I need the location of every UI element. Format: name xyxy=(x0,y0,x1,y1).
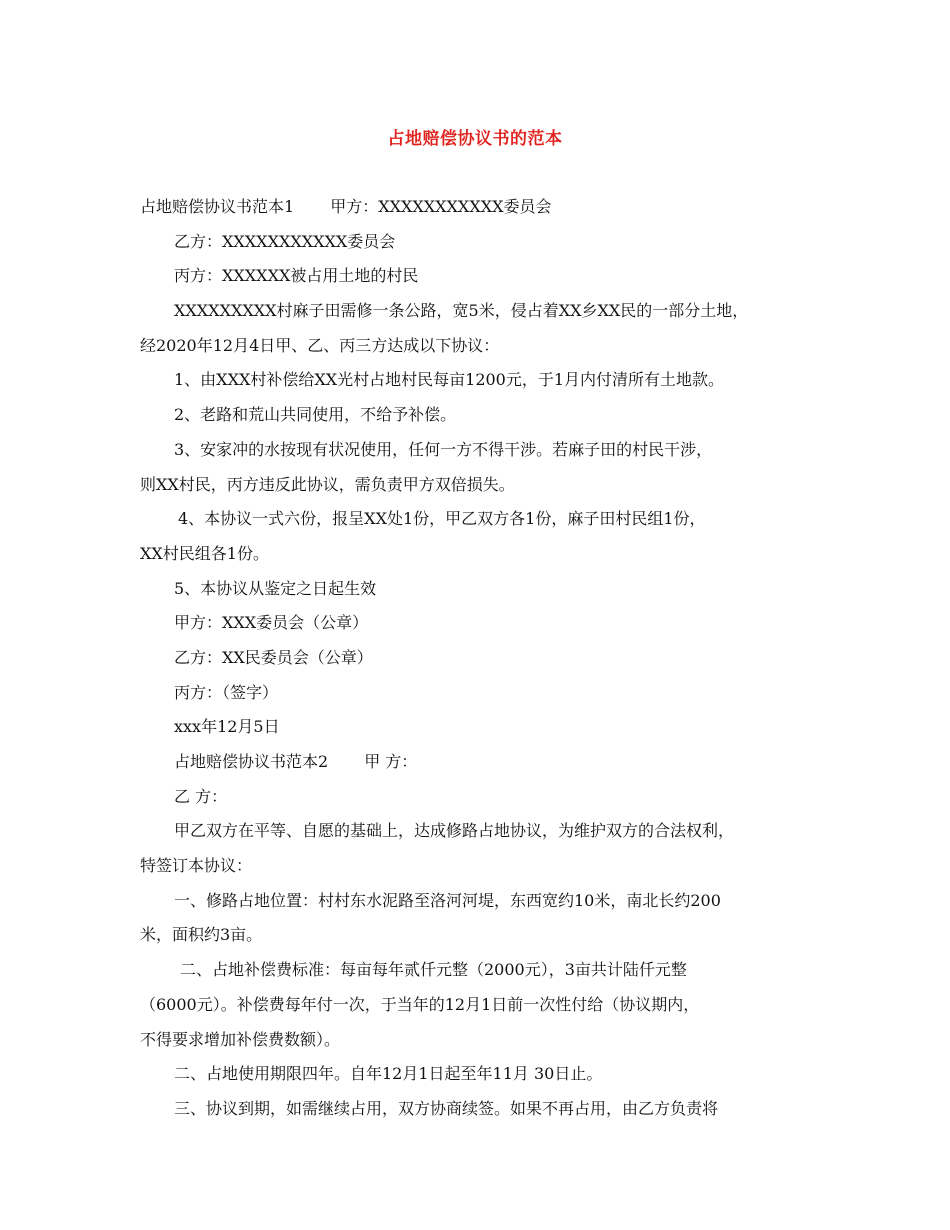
line-text: 不得要求增加补偿费数额）。 xyxy=(140,1029,341,1049)
line-text: 经2020年12月4日甲、乙、丙三方达成以下协议： xyxy=(140,335,500,355)
line-text: 占地赔偿协议书范本2 xyxy=(174,752,329,771)
line-text: 甲方：XXX委员会（公章） xyxy=(174,613,369,633)
document-line xyxy=(140,537,830,572)
document-line xyxy=(140,988,830,1023)
line-text: 5、本协议从鉴定之日起生效 xyxy=(174,578,377,598)
document-line xyxy=(140,398,830,433)
document-line xyxy=(140,294,830,329)
document-line xyxy=(140,190,830,225)
line-text: 三、协议到期，如需继续占用，双方协商续签。如果不再占用，由乙方负责将 xyxy=(174,1098,719,1118)
document-line xyxy=(140,676,830,711)
document-line xyxy=(140,572,830,607)
line-text: 3、安家冲的水按现有状况使用，任何一方不得干涉。若麻子田的村民干涉， xyxy=(174,439,713,459)
line-text: 乙 方： xyxy=(174,786,228,806)
document-line xyxy=(140,641,830,676)
line-text: 甲乙双方在平等、自愿的基础上，达成修路占地协议，为维护双方的合法权利， xyxy=(174,821,735,841)
document-line xyxy=(140,849,830,884)
document-line xyxy=(140,433,830,468)
document-line xyxy=(140,1023,830,1058)
document-title: 占地赔偿协议书的范本 xyxy=(387,129,563,149)
document-line xyxy=(140,710,830,745)
document-line xyxy=(140,780,830,815)
document-line xyxy=(140,225,830,260)
document-line xyxy=(140,1092,830,1127)
document-body xyxy=(140,190,830,1127)
line-text-secondary: 甲 方： xyxy=(364,752,418,771)
line-text: （6000元）。补偿费每年付一次，于当年的12月1日前一次性付给（协议期内， xyxy=(140,994,700,1014)
document-line xyxy=(140,814,830,849)
document-line xyxy=(140,918,830,953)
document-line xyxy=(140,363,830,398)
line-text: 则XX村民，丙方违反此协议，需负责甲方双倍损失。 xyxy=(140,474,515,494)
document-line xyxy=(140,884,830,919)
line-text: 占地赔偿协议书范本1 xyxy=(140,197,295,216)
line-text: 乙方：XX民委员会（公章） xyxy=(174,647,373,667)
line-text: xxx年12月5日 xyxy=(174,717,280,737)
document-line xyxy=(140,502,830,537)
document-line xyxy=(140,953,830,988)
line-text: 2、老路和荒山共同使用，不给予补偿。 xyxy=(174,405,457,425)
document-line xyxy=(140,606,830,641)
document-line xyxy=(140,1057,830,1092)
line-text: 特签订本协议： xyxy=(140,856,253,876)
line-text: 一、修路占地位置：村村东水泥路至洛河河堤，东西宽约10米，南北长约200 xyxy=(174,890,721,910)
document-line xyxy=(140,259,830,294)
line-text: 二、占地使用期限四年。自年12月1日起至年11月 30日止。 xyxy=(174,1064,603,1084)
line-text: 丙方：（签字） xyxy=(174,682,279,702)
line-text: 丙方：XXXXXX被占用土地的村民 xyxy=(174,266,419,286)
line-text: 乙方：XXXXXXXXXXX委员会 xyxy=(174,231,396,251)
line-text: 4、本协议一式六份，报呈XX处1份，甲乙双方各1份，麻子田村民组1份， xyxy=(178,509,706,529)
document-line xyxy=(140,745,830,780)
document-line xyxy=(140,329,830,364)
line-text: XX村民组各1份。 xyxy=(140,543,269,563)
line-text: 1、由XXX村补偿给XX光村占地村民每亩1200元，于1月内付清所有土地款。 xyxy=(174,370,725,390)
line-text: 二、占地补偿费标准：每亩每年贰仟元整（2000元），3亩共计陆仟元整 xyxy=(180,960,687,980)
line-text-secondary: 甲方：XXXXXXXXXXX委员会 xyxy=(330,197,552,216)
line-text: XXXXXXXXX村麻子田需修一条公路，宽5米，侵占着XX乡XX民的一部分土地， xyxy=(174,301,749,321)
line-text: 米，面积约3亩。 xyxy=(140,925,263,945)
document-line xyxy=(140,468,830,503)
